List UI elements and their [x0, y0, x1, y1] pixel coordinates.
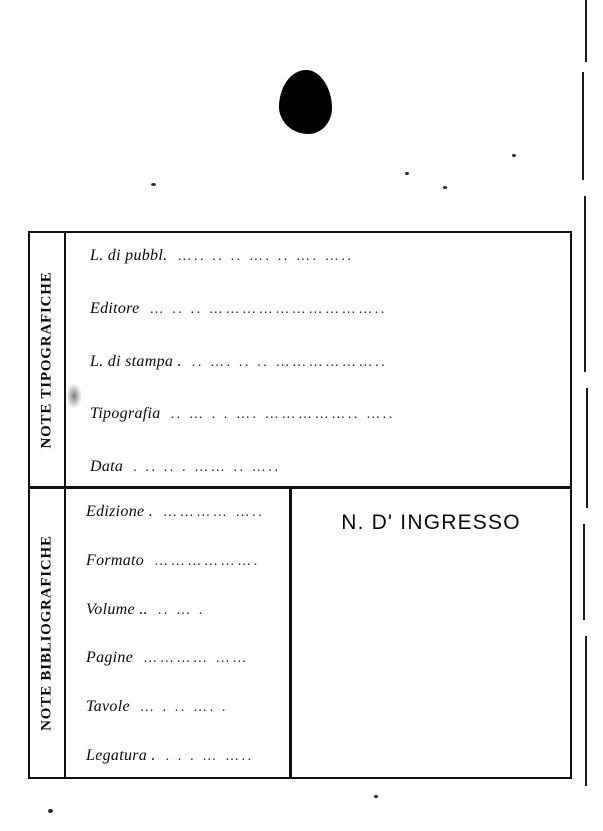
field-label-l-di-pubbl: L. di pubbl. [90, 247, 168, 264]
edge-line [586, 388, 588, 508]
field-dots-data[interactable]: . .. .. . …… .. ….. [133, 460, 281, 475]
speck [405, 172, 409, 175]
field-dots-edizione[interactable]: ………… ….. [163, 505, 265, 520]
accession-number-panel[interactable] [292, 489, 570, 777]
field-dots-volume[interactable]: .. … . [157, 602, 205, 618]
typographic-notes-fields [66, 233, 570, 486]
field-label-data: Data [90, 458, 124, 475]
field-label-tavole: Tavole [86, 698, 130, 716]
field-row [90, 353, 552, 371]
bibliographic-notes-column [30, 489, 292, 777]
accession-number-title: N. D' INGRESSO [341, 511, 521, 534]
ink-blob-mark [279, 70, 331, 132]
speck [512, 154, 516, 157]
speck [443, 186, 447, 189]
speck [374, 795, 378, 798]
field-row [86, 649, 279, 667]
field-row [86, 698, 279, 716]
field-row [90, 247, 552, 265]
edge-line [585, 0, 587, 62]
smudge-artifact [66, 383, 82, 409]
field-row [86, 552, 279, 570]
field-row [90, 405, 552, 423]
field-row [86, 503, 279, 521]
typographic-notes-block [30, 233, 570, 489]
field-dots-editore[interactable]: … .. .. ………………………….. [149, 301, 387, 317]
field-label-editore: Editore [90, 299, 140, 317]
bibliographic-notes-side-label [30, 489, 66, 777]
edge-line [585, 636, 587, 786]
field-dots-pagine[interactable]: ………… …… [143, 651, 249, 667]
bibliographic-notes-side-label-text: NOTE BIBLIOGRAFICHE [38, 535, 55, 731]
field-label-l-di-stampa: L. di stampa . [90, 352, 182, 370]
edge-line [582, 72, 584, 180]
field-label-edizione: Edizione . [86, 503, 153, 520]
field-row [90, 300, 552, 318]
bibliographic-notes-block [30, 489, 570, 777]
typographic-notes-side-label [30, 233, 66, 486]
field-label-legatura: Legatura . [86, 746, 156, 764]
speck [48, 809, 53, 813]
typographic-notes-side-label-text: NOTE TIPOGRAFICHE [38, 270, 55, 449]
field-label-volume: Volume .. [86, 600, 148, 618]
field-dots-l-di-stampa[interactable]: .. …. .. .. ……………….. [191, 354, 388, 370]
field-label-formato: Formato [86, 551, 145, 569]
field-dots-legatura[interactable]: . . . … ….. [165, 748, 254, 764]
speck [151, 183, 156, 186]
catalogue-card [28, 231, 572, 779]
field-dots-l-di-pubbl[interactable]: ….. .. .. …. .. …. ….. [177, 249, 354, 264]
field-row [90, 458, 552, 476]
field-row [86, 747, 279, 765]
field-dots-tipografia[interactable]: .. … . . …. …………….. ….. [170, 407, 395, 423]
bibliographic-notes-fields [66, 489, 289, 777]
field-row [86, 601, 279, 619]
field-label-pagine: Pagine [86, 649, 134, 667]
field-dots-tavole[interactable]: … . .. …. . [139, 700, 228, 716]
edge-line [584, 196, 586, 372]
field-label-tipografia: Tipografia [90, 405, 161, 423]
field-dots-formato[interactable]: ………………. [154, 553, 260, 569]
edge-line [583, 524, 585, 620]
